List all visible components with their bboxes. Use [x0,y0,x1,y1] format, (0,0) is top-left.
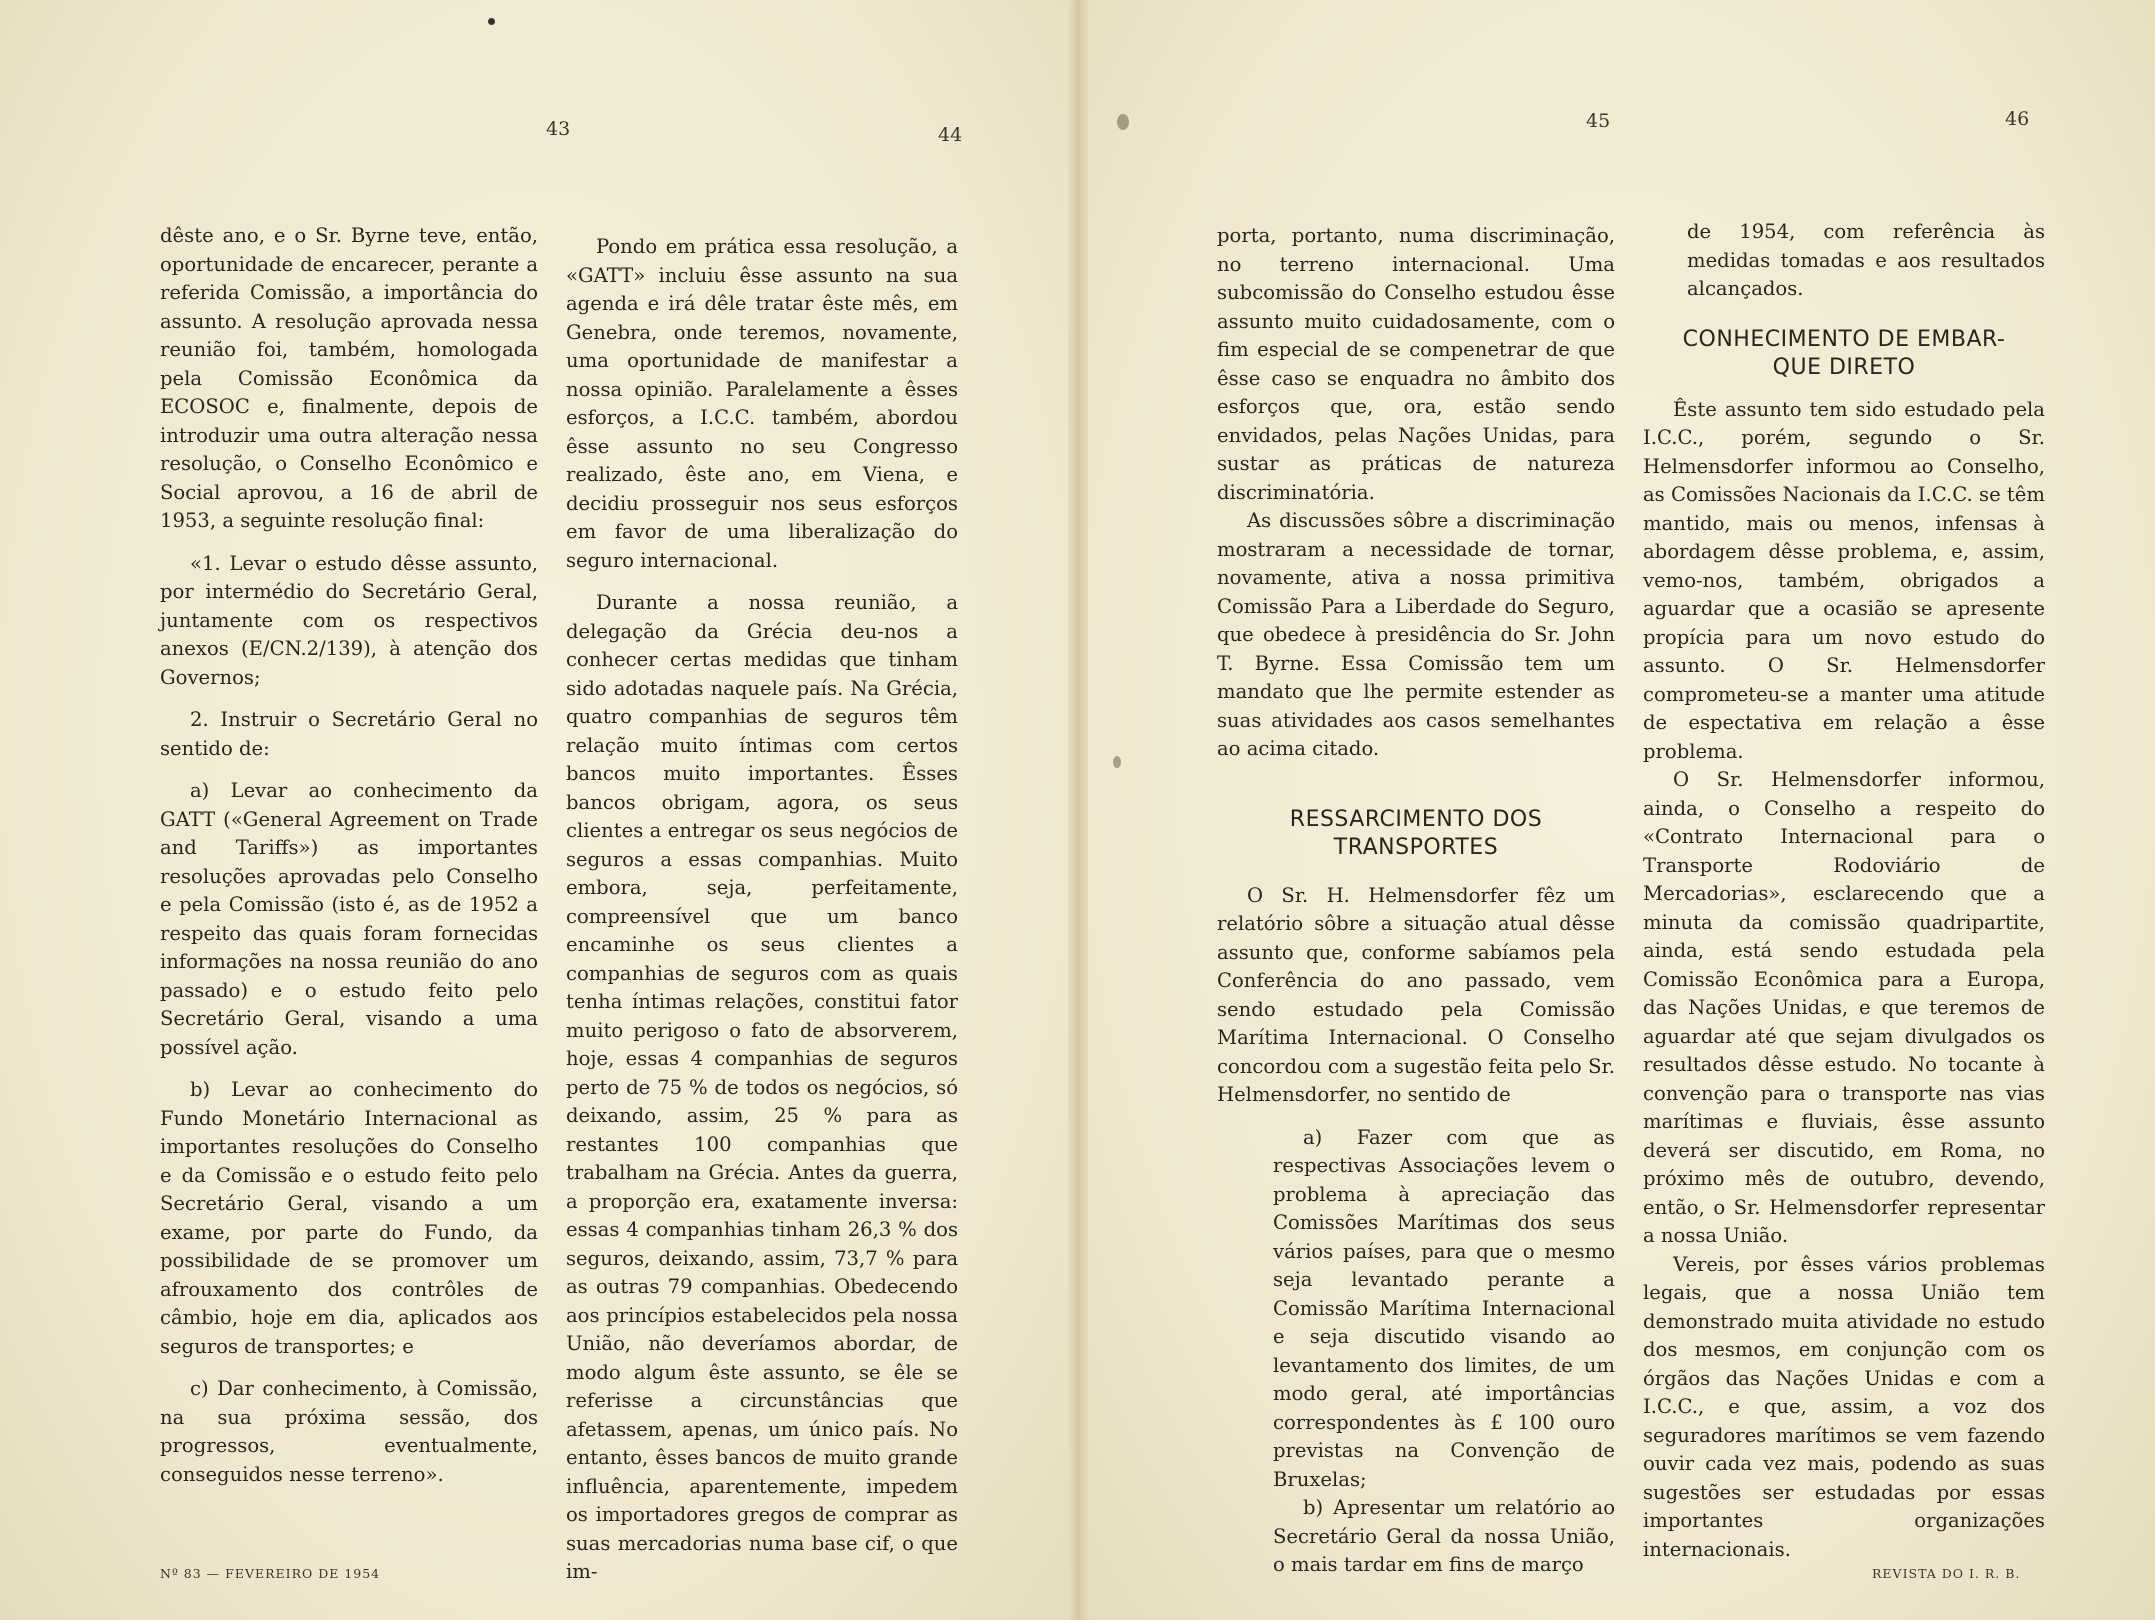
column-4 [1643,218,2045,1564]
heading-line: TRANSPORTES [1333,834,1499,860]
footer-issue: Nº 83 — FEVEREIRO DE 1954 [160,1566,381,1581]
footer-journal: REVISTA DO I. R. B. [1872,1566,2021,1581]
paragraph: dêste ano, e o Sr. Byrne teve, então, oportunidade de encarecer, perante a referida Comissão, a importância do assunto. A resolução aprovada nessa reunião foi, também, homologada pela Comissão Econômica da ECOSOC e, finalmente, depois de introduzir uma outra alteração nessa resolução, o Conselho Econômico e Social aprovou, a 16 de abril de 1953, a seguinte resolução final: [160,224,538,532]
resolution-item-b: b) Levar ao conhecimento do Fundo Monetário Internacional as importantes resoluções do Conselho e da Comissão e o estudo feito pelo Secretário Geral, visando a um exame, por parte do Fundo, da possibilidade de se promover um afrouxamento dos contrôles de câmbio, hoje em dia, aplicados aos seguros de transportes; e [160,1078,538,1358]
heading-line: QUE DIRETO [1772,354,1916,380]
ink-spot [488,18,495,25]
paragraph: porta, portanto, numa discriminação, no terreno internacional. Uma subcomissão do Conselho estudou êsse assunto muito cuidadosamente, com o fim especial de se compenetrar de que êsse caso se enquadra no âmbito dos esforços que, ora, estão sendo envidados, pelas Nações Unidas, para sustar as práticas de natureza discriminatória. [1217,224,1615,504]
paragraph: Pondo em prática essa resolução, a «GATT» incluiu êsse assunto na sua agenda e irá dêle tratar êste mês, em Genebra, onde teremos, novamente, uma oportunidade de manifestar a nossa opinião. Paralelamente a êsses esforços, a I.C.C. também, abordou êsse assunto no seu Congresso realizado, êste ano, em Viena, e decidiu prosseguir nos seus esforços em favor de uma liberalização do seguro internacional. [566,235,958,572]
paragraph: Êste assunto tem sido estudado pela I.C.C., porém, segundo o Sr. Helmensdorfer informou ao Conselho, as Comissões Nacionais da I.C.C. se têm mantido, mais ou menos, infensas à abordagem dêsse problema, e, assim, vemo-nos, também, obrigados a aguardar que a ocasião se apresente propícia para um novo estudo do assunto. O Sr. Helmensdorfer comprometeu-se a manter uma atitude de espectativa em relação a êsse problema. [1643,397,2045,763]
paragraph: O Sr. Helmensdorfer informou, ainda, o Conselho a respeito do «Contrato Internacional para o Transporte Rodoviário de Mercadorias», esclarecendo que a minuta da comissão quadripartite, ainda, está sendo estudada pela Comissão Econômica para a Europa, das Nações Unidas, e que teremos de aguardar até que sejam divulgados os resultados dêsse estudo. No tocante à convenção para o transporte nas vias marítimas e fluviais, êsse assunto deverá ser discutido, em Roma, no próximo mês de outubro, devendo, então, o Sr. Helmensdorfer representar a nossa União. [1643,768,2045,1247]
heading-line: CONHECIMENTO DE EMBAR- [1682,326,2006,352]
resolution-item-2: 2. Instruir o Secretário Geral no sentido de: [160,708,538,760]
resolution-item-c: c) Dar conhecimento, à Comissão, na sua próxima sessão, dos progressos, eventualmente, conseguidos nesse terreno». [160,1377,538,1486]
column-1 [160,222,538,1489]
column-2 [566,233,958,1587]
page-number-44: 44 [938,124,963,146]
resolution-item-1: «1. Levar o estudo dêsse assunto, por intermédio do Secretário Geral, juntamente com os respectivos anexos (E/CN.2/139), à atenção dos Governos; [160,551,538,689]
column-3 [1217,222,1615,1580]
paragraph: O Sr. H. Helmensdorfer fêz um relatório sôbre a situação atual dêsse assunto que, conforme sabíamos pela Conferência do ano passado, vem sendo estudado pela Comissão Marítima Internacional. O Conselho concordou com a sugestão feita pelo Sr. Helmensdorfer, no sentido de [1217,883,1615,1106]
paragraph: Vereis, por êsses vários problemas legais, que a nossa União tem demonstrado muita atividade no estudo dos mesmos, em conjunção com os órgãos das Nações Unidas e com a I.C.C., e que, assim, a voz dos seguradores marítimos se vem fazendo ouvir cada vez mais, podendo as suas sugestões ser estudadas por essas importantes organizações internacionais. [1643,1252,2045,1561]
resolution-item-a: a) Levar ao conhecimento da GATT («General Agreement on Trade and Tariffs») as importantes resoluções aprovadas pelo Conselho e pela Comissão (isto é, as de 1952 a respeito das quais foram fornecidas informações na nossa reunião do ano passado) e o estudo feito pelo Secretário Geral, visando a uma possível ação. [160,779,538,1059]
paragraph: Durante a nossa reunião, a delegação da Grécia deu-nos a conhecer certas medidas que tinham sido adotadas naquele país. Na Grécia, quatro companhias de seguros têm relação muito íntimas com certos bancos muito importantes. Êsses bancos obrigam, agora, os seus clientes a entregar os seus negócios de seguros a essas companhias. Muito embora, seja, perfeitamente, compreensível que um banco encaminhe os seus clientes a companhias de seguros com as quais tenha íntimas relações, constitui fator muito perigoso o fato de absorverem, hoje, essas 4 companhias de seguros perto de 75 % de todos os negócios, só deixando, assim, 25 % para as restantes 100 companhias que trabalham na Grécia. Antes da guerra, a proporção era, exatamente inversa: essas 4 companhias tinham 26,3 % dos seguros, deixando, assim, 73,7 % para as outras 79 companhias. Obedecendo aos princípios estabelecidos pela nossa União, não deveríamos abordar, de modo algum êste assunto, se êle se referisse a circunstâncias que afetassem, apenas, um único país. No entanto, êsses bancos de muito grande influência, aparentemente, impedem os importadores gregos de comprar as suas mercadorias numa base cif, o que im- [566,591,958,1583]
paragraph: de 1954, com referência às medidas tomadas e aos resultados alcançados. [1687,220,2045,300]
list-item-a: a) Fazer com que as respectivas Associações levem o problema à apreciação das Comissões Marítimas dos seus vários países, para que o mesmo seja levantado perante a Comissão Marítima Internacional e seja discutido visando ao levantamento dos limites, de um modo geral, até importâncias correspondentes às £ 100 ouro previstas na Convenção de Bruxelas; [1273,1125,1615,1491]
section-heading [1643,326,2045,382]
page-number-46: 46 [2005,108,2030,130]
paragraph: As discussões sôbre a discriminação mostraram a necessidade de tornar, novamente, ativa a nossa primitiva Comissão Para a Liberdade do Seguro, que obedece à presidência do Sr. John T. Byrne. Essa Comissão tem um mandato que lhe permite estender as suas atividades aos casos semelhantes ao acima citado. [1217,509,1615,760]
binding-hole [1117,114,1129,130]
page-number-43: 43 [546,118,571,140]
list-item-b: b) Apresentar um relatório ao Secretário Geral da nossa União, o mais tardar em fins de março [1273,1496,1615,1576]
page-number-45: 45 [1586,110,1611,132]
binding-hole [1113,756,1121,768]
heading-line: RESSARCIMENTO DOS [1289,806,1543,832]
section-heading [1217,806,1615,862]
book-gutter [1068,0,1088,1620]
